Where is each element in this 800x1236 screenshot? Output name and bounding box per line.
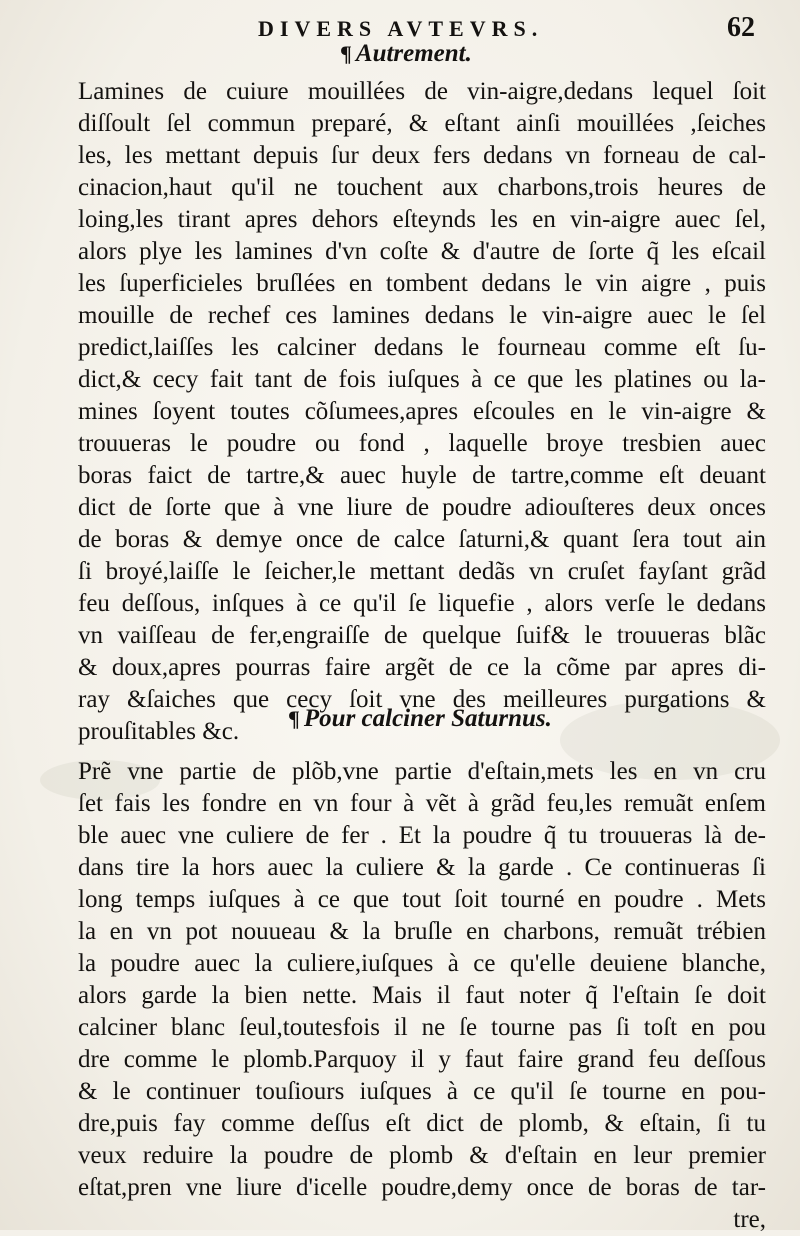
text-line: ſi broyé,laiſſe le ſeicher,le mettant dedãs vn cruſet fayſant grãd [78,558,766,585]
text-line: Prẽ vne partie de plõb,vne partie d'eſtain,mets les en vn cru [78,758,766,785]
pilcrow-icon: ¶ [288,706,300,731]
text-line: ſet fais les fondre en vn four à vẽt à grãd feu,les remuãt enſem [78,790,766,817]
text-line: mouille de rechef ces lamines dedans le vin-aigre auec le ſel [78,302,766,329]
section-heading-text: Pour calciner Saturnus. [303,705,552,732]
text-line: diſſoult ſel commun preparé, & eſtant ainſi mouillées ,ſeiches [78,110,766,137]
text-line: dre comme le plomb.Parquoy il y faut faire grand feu deſſous [78,1046,766,1073]
text-line: predict,laiſſes les calciner dedans le fourneau comme eſt ſu- [78,334,766,361]
text-line: & doux,apres pourras faire argẽt de ce la cõme par apres di- [78,654,766,681]
text-line: trouueras le poudre ou fond , laquelle broye tresbien auec [78,430,766,457]
running-head: DIVERS AVTEVRS. [258,16,544,41]
text-line: cinacion,haut qu'il ne touchent aux charbons,trois heures de [78,174,766,201]
text-line: calciner blanc ſeul,toutesfois il ne ſe tourne pas ſi toſt en pou [78,1014,766,1041]
text-line: ray &ſaiches que cecy ſoit vne des meilleures purgations & [78,686,766,713]
text-line: les ſuperficieles bruſlées en tombent dedans le vin aigre , puis [78,270,766,297]
text-line: ble auec vne culiere de fer . Et la poudre q̃ tu trouueras là de- [78,822,766,849]
text-line: eſtat,pren vne liure d'icelle poudre,demy once de boras de tar- [78,1174,766,1201]
text-line: dans tire la hors auec la culiere & la garde . Ce continueras ſi [78,854,766,881]
text-line: Lamines de cuiure mouillées de vin-aigre,dedans lequel ſoit [78,78,766,105]
section-heading [340,40,472,68]
text-line: dict de ſorte que à vne liure de poudre adiouſteres deux onces [78,494,766,521]
section-body [78,76,766,748]
text-line: long temps iuſques à ce que tout ſoit tourné en poudre . Mets [78,886,766,913]
text-line: veux reduire la poudre de plomb & d'eſtain en leur premier [78,1142,766,1169]
text-line: les, les mettant depuis ſur deux fers dedans vn forneau de cal- [78,142,766,169]
text-line: la poudre auec la culiere,iuſques à ce qu'elle deuiene blanche, [78,950,766,977]
text-line: la en vn pot nouueau & la bruſle en charbons, remuãt trébien [78,918,766,945]
pilcrow-icon: ¶ [340,41,352,66]
text-line: tre, [733,1206,766,1233]
text-line: & le continuer touſiours iuſques à ce qu'il ſe tourne en pou- [78,1078,766,1105]
text-line: vn vaiſſeau de fer,engraiſſe de quelque ſuif& le trouueras blãc [78,622,766,649]
text-line: alors garde la bien nette. Mais il faut noter q̃ l'eſtain ſe doit [78,982,766,1009]
text-line: alors plye les lamines d'vn coſte & d'autre de ſorte q̃ les eſcail [78,238,766,265]
section-body [78,756,766,1236]
text-line: feu deſſous, inſques à ce qu'il ſe liquefie , alors verſe le dedans [78,590,766,617]
text-line: dict,& cecy fait tant de fois iuſques à ce que les platines ou la- [78,366,766,393]
text-line: boras faict de tartre,& auec huyle de tartre,comme eſt deuant [78,462,766,489]
text-line: de boras & demye once de calce ſaturni,& quant ſera tout ain [78,526,766,553]
text-line: loing,les tirant apres dehors eſteynds les en vin-aigre auec ſel, [78,206,766,233]
section-heading [288,705,552,733]
text-line: dre,puis fay comme deſſus eſt dict de plomb, & eſtain, ſi tu [78,1110,766,1137]
text-line: mines ſoyent toutes cõſumees,apres eſcoules en le vin-aigre & [78,398,766,425]
section-heading-text: Autrement. [355,40,472,67]
page-number: 62 [727,12,755,43]
text-line: prouſitables &c. [78,718,240,745]
